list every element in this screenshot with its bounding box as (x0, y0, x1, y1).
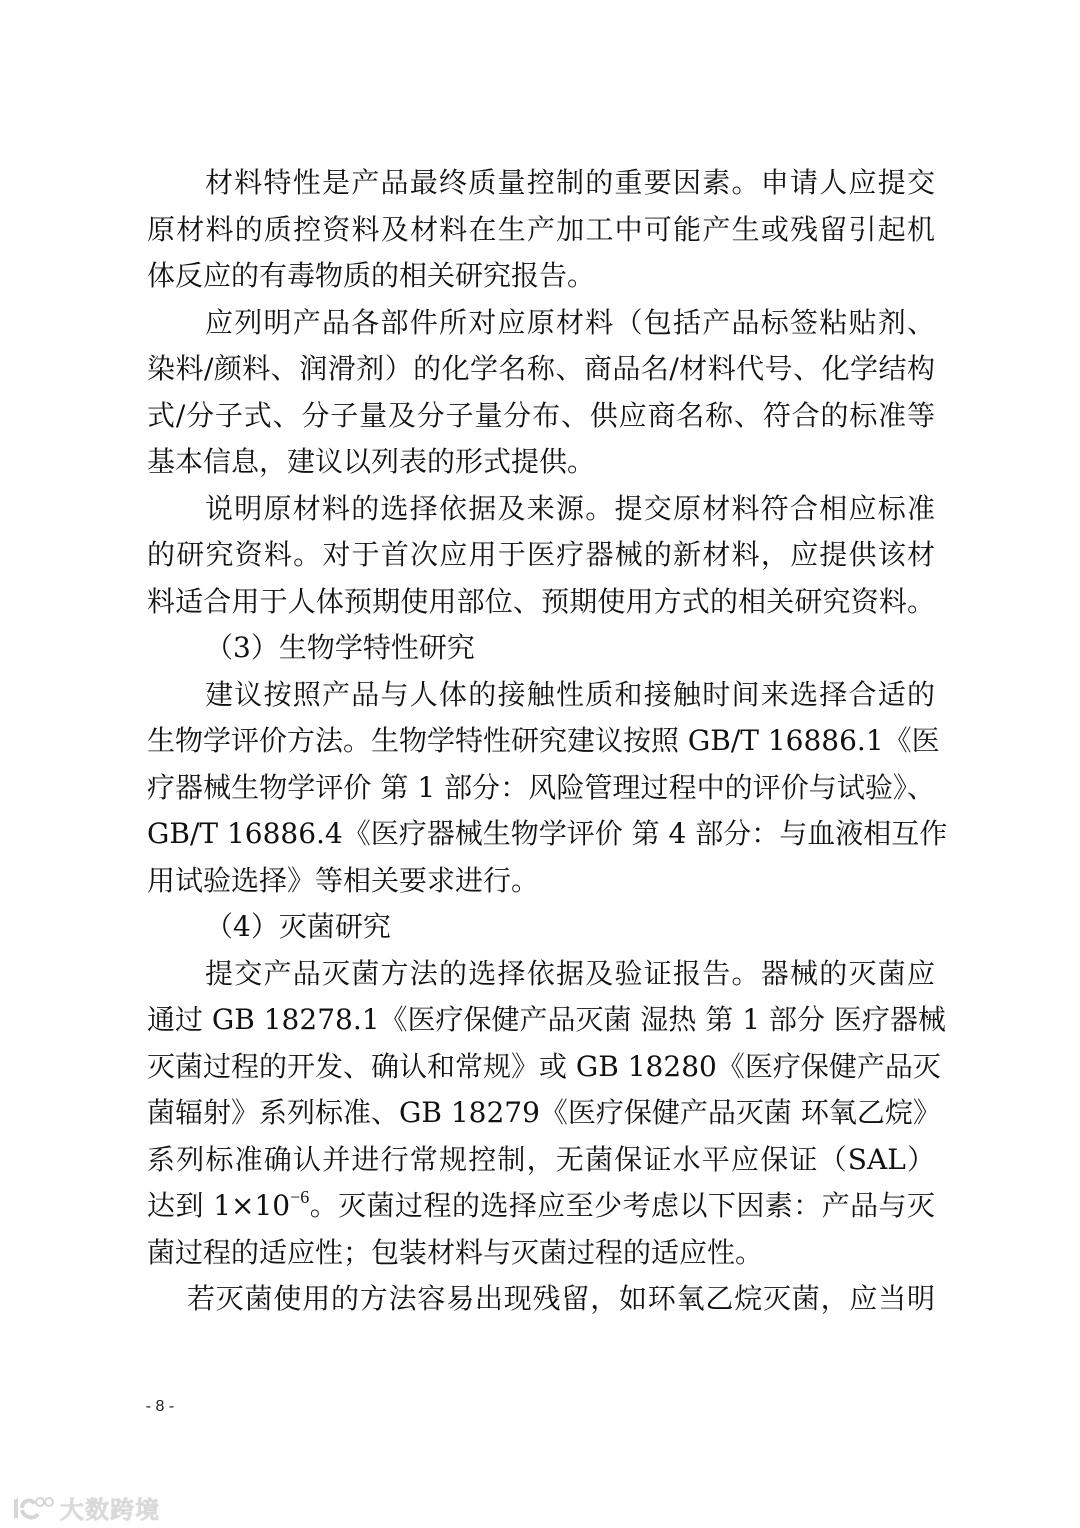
paragraph-4-line-1: 建议按照产品与人体的接触性质和接触时间来选择合适的 (205, 677, 935, 711)
paragraph-3-line-1: 说明原材料的选择依据及来源。提交原材料符合相应标准 (205, 491, 935, 525)
paragraph-3-line-3: 料适合用于人体预期使用部位、预期使用方式的相关研究资料。 (147, 584, 935, 618)
paragraph-4-line-4: GB/T 16886.4《医疗器械生物学评价 第 4 部分：与血液相互作 (147, 817, 948, 850)
paragraph-5-line-2: 通过 GB 18278.1《医疗保健产品灭菌 湿热 第 1 部分 医疗器械 (147, 1003, 946, 1036)
paragraph-2-line-1: 应列明产品各部件所对应原材料（包括产品标签粘贴剂、 (205, 305, 935, 339)
paragraph-1-line-2: 原材料的质控资料及材料在生产加工中可能产生或残留引起机 (147, 212, 935, 246)
paragraph-4-line-2: 生物学评价方法。生物学特性研究建议按照 GB/T 16886.1《医 (147, 724, 940, 757)
paragraph-2-line-3: 式/分子式、分子量及分子量分布、供应商名称、符合的标准等 (147, 398, 935, 432)
paragraph-5-line-6-sal (147, 1183, 935, 1230)
paragraph-5-line-4: 菌辐射》系列标准、GB 18279《医疗保健产品灭菌 环氧乙烷》 (147, 1096, 941, 1129)
page-number: - 8 - (145, 1398, 175, 1415)
watermark (10, 1490, 160, 1525)
sal-text-after: 。灭菌过程的选择应至少考虑以下因素：产品与灭 (309, 1189, 935, 1222)
paragraph-2-line-4: 基本信息，建议以列表的形式提供。 (147, 445, 596, 478)
paragraph-6-line-1: 若灭菌使用的方法容易出现残留，如环氧乙烷灭菌，应当明 (187, 1282, 935, 1315)
paragraph-4-line-3: 疗器械生物学评价 第 1 部分：风险管理过程中的评价与试验》、 (147, 770, 935, 804)
100-logo-icon (10, 1494, 54, 1522)
paragraph-5-line-1: 提交产品灭菌方法的选择依据及验证报告。器械的灭菌应 (205, 956, 935, 990)
section-heading-sterilization: （4）灭菌研究 (205, 910, 391, 943)
watermark-text: 大数跨境 (60, 1496, 160, 1524)
sal-text-before: 达到 1×10 (147, 1189, 291, 1222)
paragraph-5-line-5: 系列标准确认并进行常规控制，无菌保证水平应保证（SAL） (147, 1142, 935, 1176)
paragraph-2-line-2: 染料/颜料、润滑剂）的化学名称、商品名/材料代号、化学结构 (147, 352, 935, 385)
paragraph-5-line-7: 菌过程的适应性；包装材料与灭菌过程的适应性。 (147, 1235, 764, 1269)
section-heading-biological: （3）生物学特性研究 (205, 631, 475, 664)
document-body (147, 160, 948, 1323)
paragraph-1-line-1: 材料特性是产品最终质量控制的重要因素。申请人应提交 (205, 166, 935, 199)
paragraph-1-line-3: 体反应的有毒物质的相关研究报告。 (147, 259, 596, 292)
paragraph-3-line-2: 的研究资料。对于首次应用于医疗器械的新材料，应提供该材 (147, 538, 935, 571)
sal-exponent: −6 (290, 1187, 310, 1207)
paragraph-4-line-5: 用试验选择》等相关要求进行。 (147, 863, 540, 897)
paragraph-5-line-3: 灭菌过程的开发、确认和常规》或 GB 18280《医疗保健产品灭 (147, 1049, 941, 1083)
